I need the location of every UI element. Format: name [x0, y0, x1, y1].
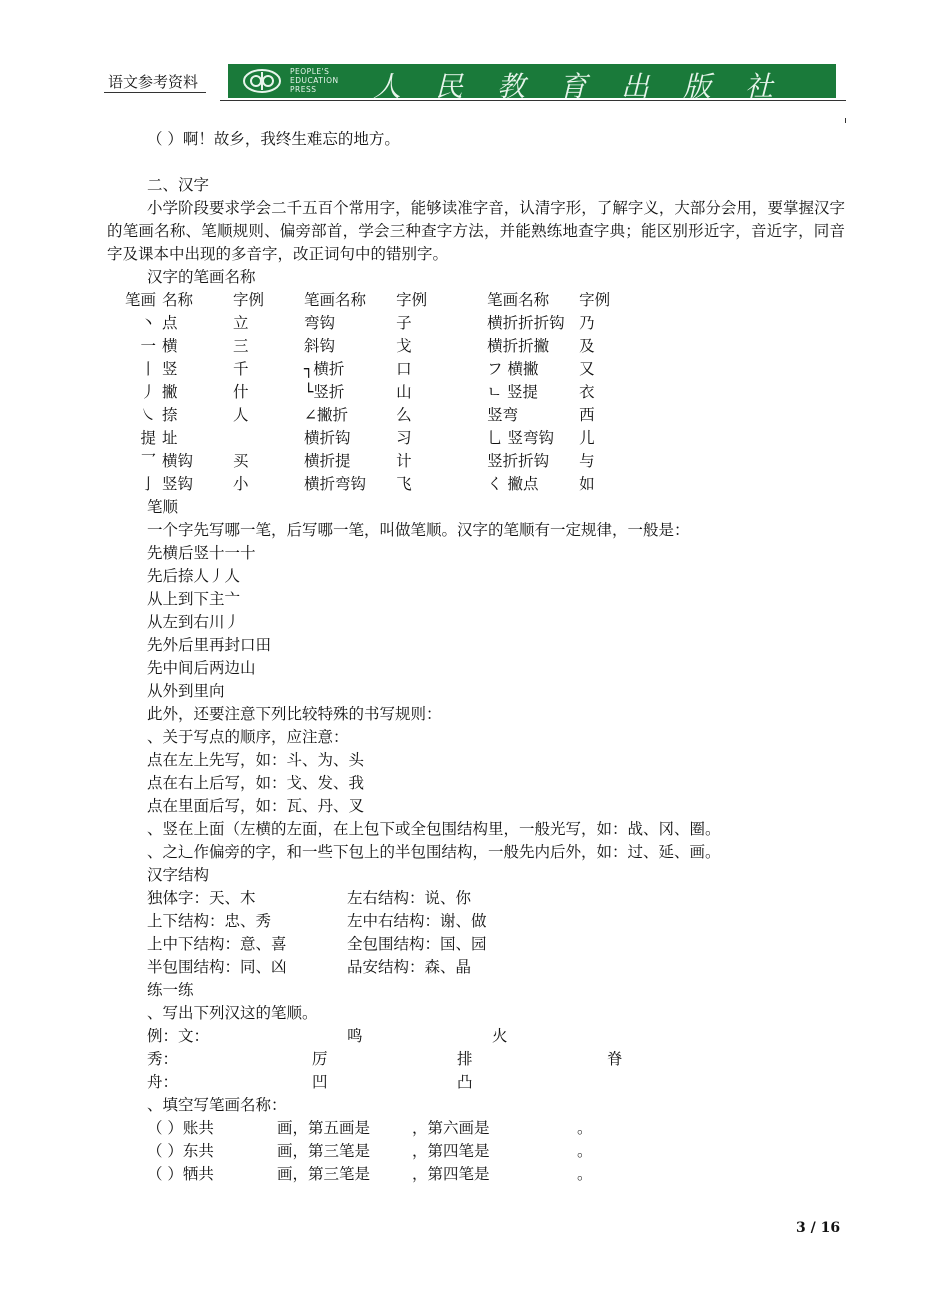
publisher-name-cn: 人民教育出版社	[373, 70, 808, 98]
dot-order-item: 点在里面后写，如：瓦、丹、叉	[147, 797, 365, 815]
table-cell: 口	[396, 360, 412, 378]
table-cell: く 撇点	[487, 475, 539, 493]
blank-line	[107, 151, 845, 174]
exercise-prompt: 画，第三笔是	[277, 1165, 371, 1183]
table-cell: 横折钩	[304, 429, 351, 447]
table-row	[125, 381, 616, 404]
exercise-label: 舟：	[147, 1073, 179, 1091]
table-row	[125, 335, 616, 358]
structure-item: 独体字：天、木	[147, 889, 256, 907]
exercise-prompt: ，第六画是	[412, 1119, 490, 1137]
table-header: 笔画名称	[487, 291, 550, 309]
exercise-2-line	[107, 1163, 845, 1186]
table-cell: 山	[396, 383, 412, 401]
table-cell: 与	[579, 452, 595, 470]
table-header: 笔画	[125, 291, 157, 309]
header-label-underline	[104, 92, 206, 93]
exercise-char: 厉	[312, 1050, 328, 1068]
exercise-prompt: 画，第五画是	[277, 1119, 371, 1137]
table-cell: 址	[162, 429, 178, 447]
table-cell: 三	[233, 337, 249, 355]
table-cell: 习	[396, 429, 412, 447]
exercise-1-line	[107, 1048, 845, 1071]
table-cell: ┐横折	[304, 360, 345, 378]
table-row	[125, 427, 616, 450]
table-cell: 一	[140, 337, 157, 355]
table-cell: 衣	[579, 383, 595, 401]
table-cell: 横	[162, 337, 178, 355]
stroke-rule: 先后捺人丿人	[147, 567, 241, 585]
table-row	[125, 358, 616, 381]
exercise-char: 火	[492, 1027, 508, 1045]
table-row	[125, 312, 616, 335]
table-header: 字例	[233, 291, 265, 309]
table-cell: 戈	[396, 337, 412, 355]
stroke-table-title: 汉字的笔画名称	[147, 268, 256, 286]
section-title: 二、汉字	[147, 176, 210, 194]
stroke-rule: 从上到下主亠	[147, 590, 241, 608]
table-cell: 儿	[579, 429, 595, 447]
structure-row	[107, 887, 845, 910]
table-cell: 竖折折钩	[487, 452, 550, 470]
table-cell: 飞	[396, 475, 412, 493]
stroke-rule: 从外到里向	[147, 682, 225, 700]
table-cell: 横折折折钩	[487, 314, 565, 332]
stroke-rule: 先中间后两边山	[147, 659, 256, 677]
exercise-1-title: 、写出下列汉这的笔顺。	[147, 1004, 318, 1022]
publisher-en-line: PRESS	[290, 85, 317, 94]
table-header-row	[125, 289, 616, 312]
table-cell: 丶	[140, 314, 157, 332]
table-cell: ∠撇折	[304, 406, 349, 424]
table-cell: 立	[233, 314, 249, 332]
exercise-2-line	[107, 1140, 845, 1163]
table-cell: 千	[233, 360, 249, 378]
table-cell: 什	[233, 383, 249, 401]
structure-item: 上中下结构：意、喜	[147, 935, 287, 953]
table-cell: └竖折	[304, 383, 345, 401]
header-tick	[845, 118, 846, 123]
table-header: 字例	[396, 291, 428, 309]
header-rule	[220, 100, 846, 101]
table-cell: 竖弯	[487, 406, 519, 424]
publisher-banner	[228, 64, 836, 98]
table-cell: 么	[396, 406, 412, 424]
intro-paragraph: 小学阶段要求学会二千五百个常用字，能够读准字音，认清字形，了解字义，大部分会用，要掌握汉字的笔画名称、笔顺规则、偏旁部首，学会三种查字方法，并能熟练地查字典；能区别形近字，音近字，同音字及课本中出现的多音字，改正词句中的错别字。	[107, 199, 845, 263]
structure-item: 品安结构：森、晶	[347, 958, 472, 976]
table-cell: フ 横撇	[487, 360, 539, 378]
table-cell: 及	[579, 337, 595, 355]
exercise-char: 凸	[457, 1073, 473, 1091]
table-cell: 计	[396, 452, 412, 470]
table-cell: 小	[233, 475, 249, 493]
exercise-1-line	[107, 1025, 845, 1048]
exercise-char: 凹	[312, 1073, 328, 1091]
structure-title: 汉字结构	[147, 866, 210, 884]
table-cell: 乚 竖弯钩	[487, 429, 555, 447]
special-rule-enclosure: 、之辶作偏旁的字，和一些下包上的半包围结构，一般先内后外，如：过、延、画。	[147, 843, 721, 861]
table-cell: 提	[140, 429, 157, 447]
dot-order-item: 点在右上后写，如：戈、发、我	[147, 774, 365, 792]
table-cell: 横折弯钩	[304, 475, 367, 493]
structure-row	[107, 956, 845, 979]
table-row	[125, 450, 616, 473]
stroke-rule: 从左到右川丿	[147, 613, 241, 631]
exercise-char: 排	[457, 1050, 473, 1068]
structure-row	[107, 933, 845, 956]
stroke-order-intro: 一个字先写哪一笔，后写哪一笔，叫做笔顺。汉字的笔顺有一定规律，一般是：	[147, 521, 690, 539]
table-cell: 撇	[162, 383, 178, 401]
structure-item: 全包围结构：国、园	[347, 935, 487, 953]
table-cell: 横折折撇	[487, 337, 550, 355]
exercise-2-title: 、填空写笔画名称：	[147, 1096, 287, 1114]
table-cell: 又	[579, 360, 595, 378]
publisher-en-line: EDUCATION	[290, 76, 339, 85]
structure-item: 上下结构：忠、秀	[147, 912, 272, 930]
table-cell: 竖	[162, 360, 178, 378]
publisher-logo-icon	[242, 68, 282, 94]
table-cell: 点	[162, 314, 178, 332]
exercise-prompt: 。	[577, 1119, 593, 1137]
quote-line: （ ）啊！故乡，我终生难忘的地方。	[147, 130, 400, 148]
exercise-prompt: 。	[577, 1142, 593, 1160]
stroke-rule: 先外后里再封口田	[147, 636, 272, 654]
table-header: 字例	[579, 291, 611, 309]
table-cell: 亅	[140, 475, 157, 493]
special-rule-vertical: 、竖在上面（左横的左面，在上包下或全包围结构里，一般光写，如：战、冈、圈。	[147, 820, 721, 838]
document-body	[107, 128, 845, 1186]
table-cell: 如	[579, 475, 595, 493]
stroke-table	[125, 289, 616, 496]
exercise-label: 例：文：	[147, 1027, 210, 1045]
table-cell: 西	[579, 406, 595, 424]
publisher-name-en	[290, 67, 360, 94]
table-cell: ㇏	[140, 406, 157, 424]
exercise-label: 秀：	[147, 1050, 179, 1068]
exercise-char: 脊	[607, 1050, 623, 1068]
structure-item: 半包围结构：同、凶	[147, 958, 287, 976]
exercise-prompt: 画，第三笔是	[277, 1142, 371, 1160]
table-cell: 横折提	[304, 452, 351, 470]
table-row	[125, 404, 616, 427]
table-header: 名称	[162, 291, 194, 309]
table-cell: 丿	[140, 383, 157, 401]
exercise-prompt: ，第四笔是	[412, 1165, 490, 1183]
dot-order-item: 点在左上先写，如：斗、为、头	[147, 751, 365, 769]
publisher-en-line: PEOPLE'S	[290, 67, 330, 76]
table-cell: 弯钩	[304, 314, 336, 332]
stroke-order-title: 笔顺	[147, 498, 179, 516]
exercise-prompt: ，第四笔是	[412, 1142, 490, 1160]
structure-list	[107, 887, 845, 979]
table-row	[125, 473, 616, 496]
table-cell: 捺	[162, 406, 178, 424]
header-label: 语文参考资料	[108, 73, 199, 91]
structure-item: 左右结构：说、你	[347, 889, 472, 907]
table-cell: 子	[396, 314, 412, 332]
practice-title: 练一练	[147, 981, 194, 999]
structure-item: 左中右结构：谢、做	[347, 912, 487, 930]
table-cell: 乛	[140, 452, 157, 470]
table-cell	[233, 427, 304, 450]
table-cell: 横钩	[162, 452, 194, 470]
special-rules-intro: 此外，还要注意下列比较特殊的书写规则：	[147, 705, 442, 723]
table-cell: 竖钩	[162, 475, 194, 493]
structure-row	[107, 910, 845, 933]
exercise-prompt: （ ）牺共	[147, 1165, 214, 1183]
exercise-2-line	[107, 1117, 845, 1140]
table-cell: 斜钩	[304, 337, 336, 355]
exercise-1-line	[107, 1071, 845, 1094]
table-cell: 乃	[579, 314, 595, 332]
table-cell: 丨	[140, 360, 157, 378]
table-header: 笔画名称	[304, 291, 367, 309]
exercise-prompt: （ ）账共	[147, 1119, 214, 1137]
table-cell: 买	[233, 452, 249, 470]
dot-order-title: 、关于写点的顺序，应注意：	[147, 728, 349, 746]
exercise-prompt: 。	[577, 1165, 593, 1183]
page-header	[0, 0, 950, 120]
exercise-prompt: （ ）东共	[147, 1142, 214, 1160]
stroke-rule: 先横后竖十一十	[147, 544, 256, 562]
page-number: 3 / 16	[796, 1220, 841, 1236]
table-cell: 人	[233, 406, 249, 424]
table-cell: ㄴ 竖提	[487, 383, 538, 401]
exercise-char: 鸣	[347, 1027, 363, 1045]
